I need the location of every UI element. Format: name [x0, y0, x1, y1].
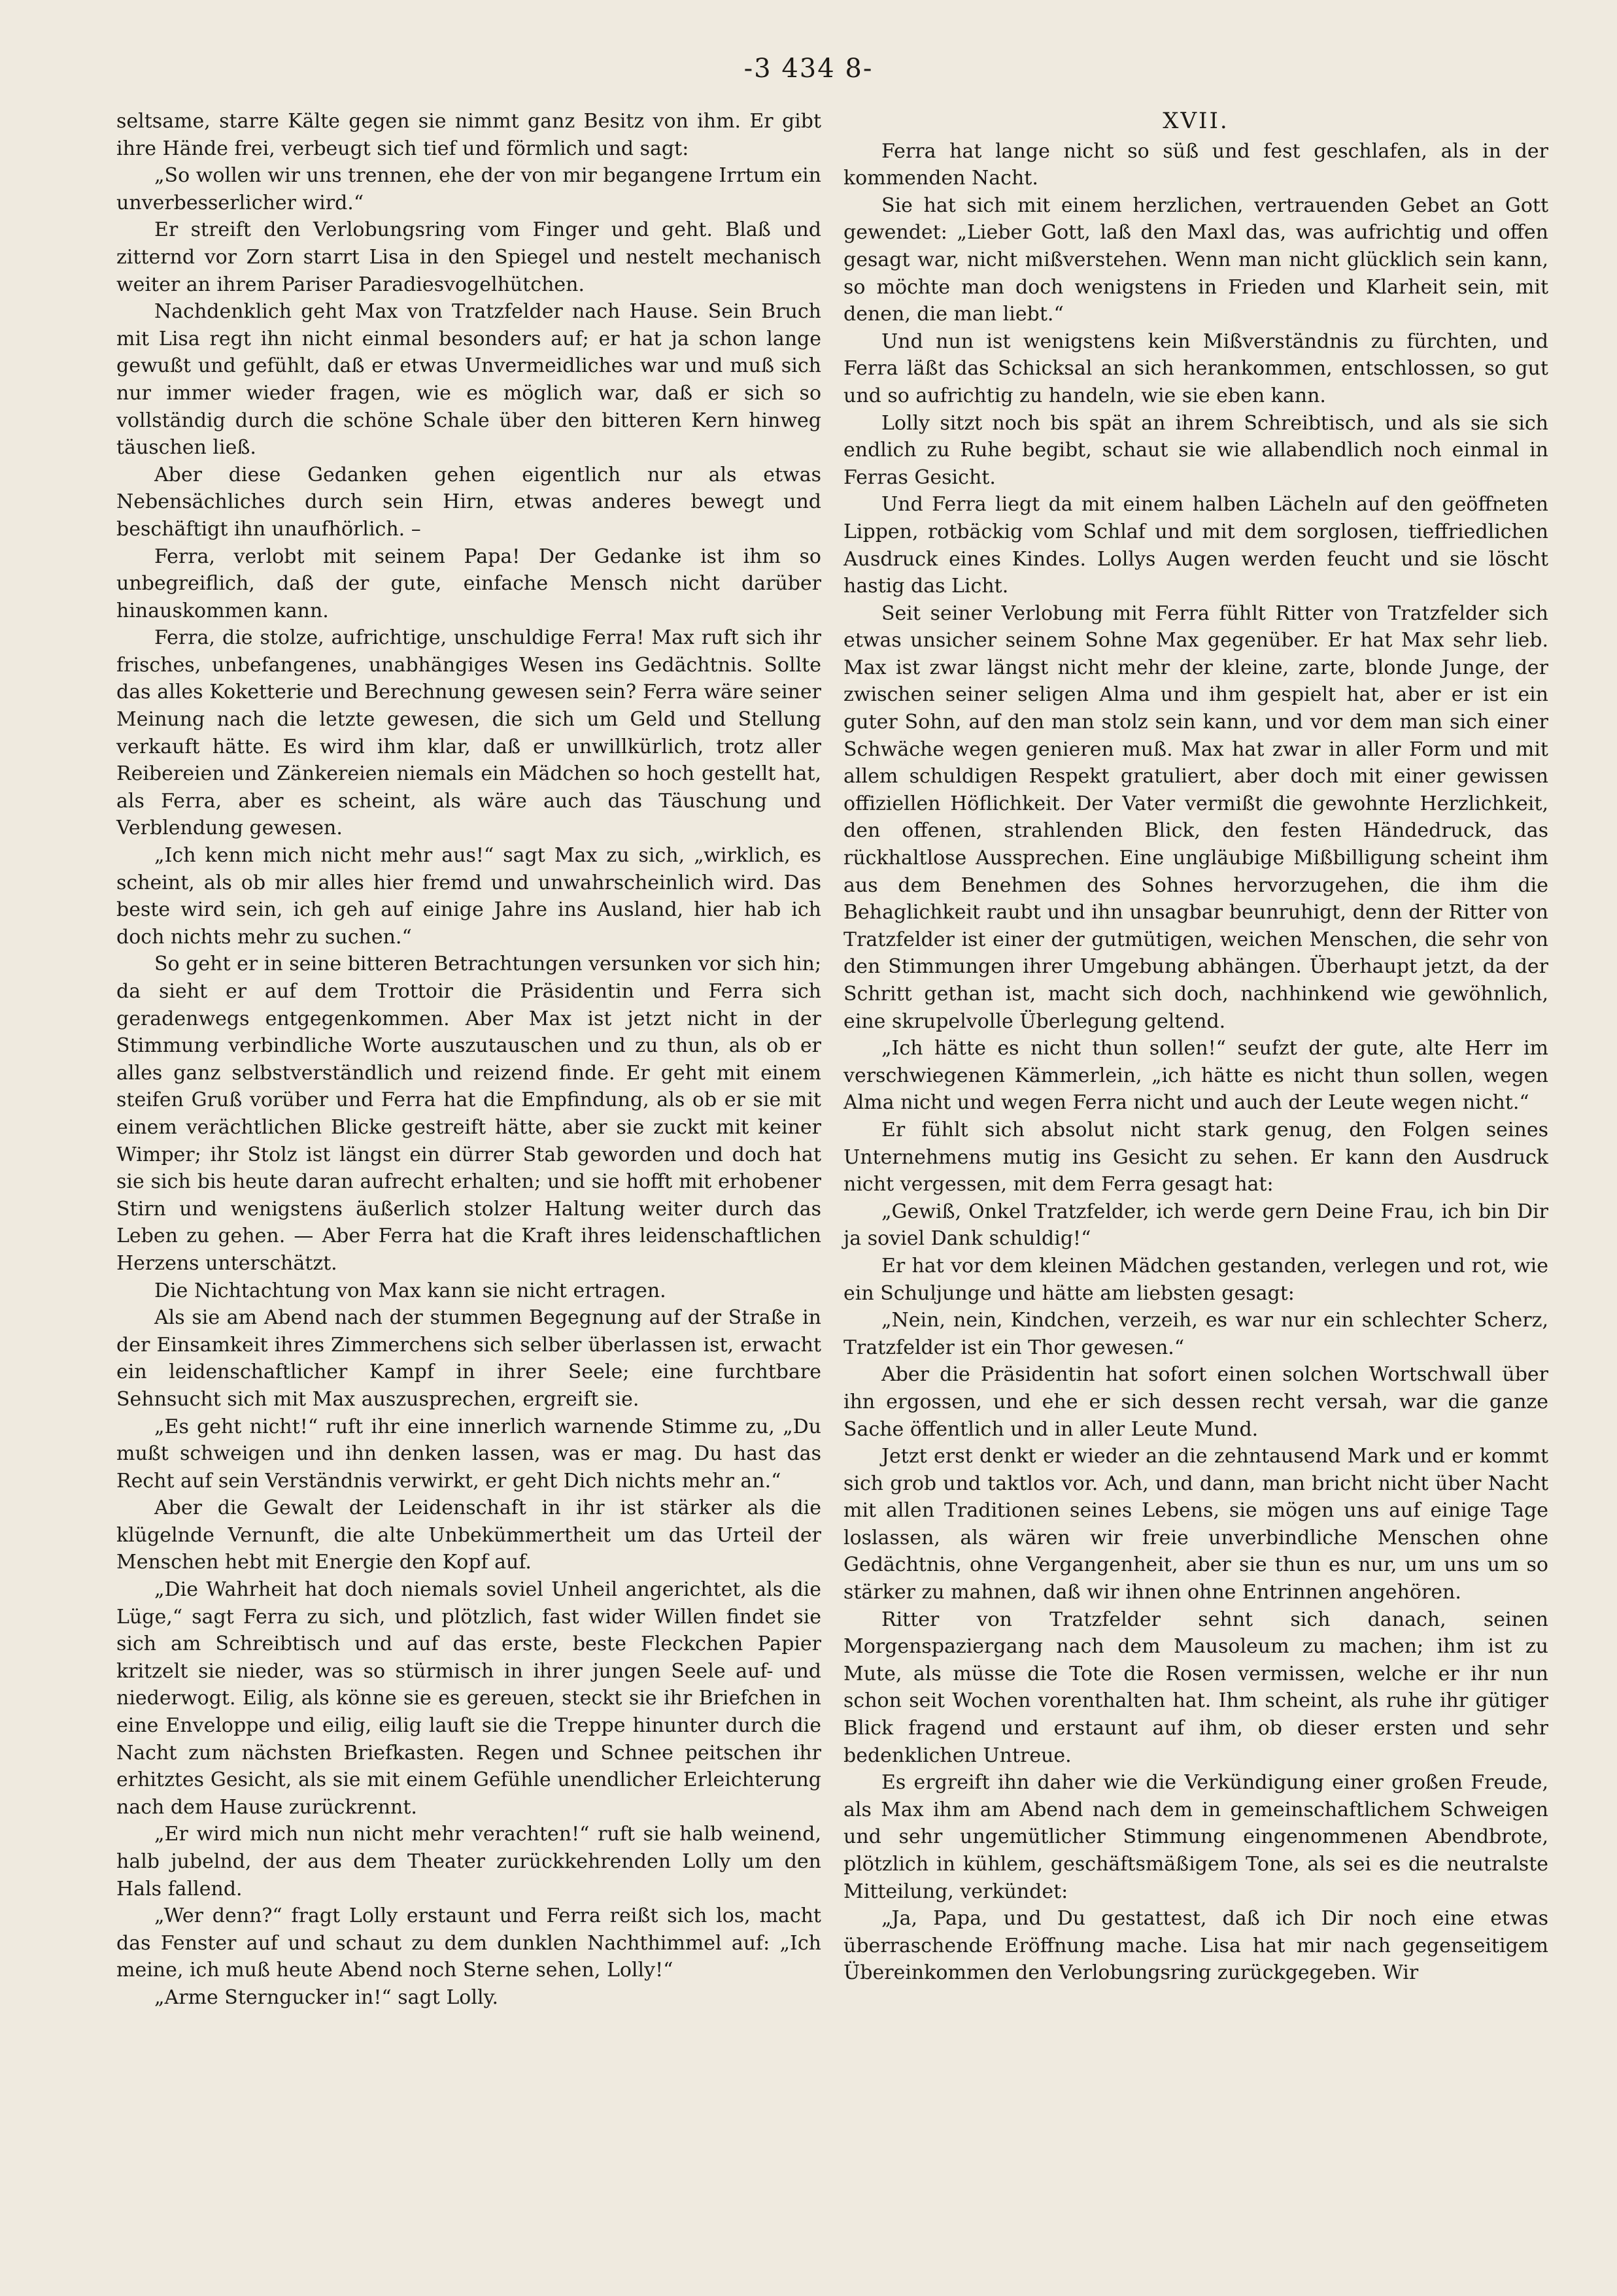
paragraph: „Ich kenn mich nicht mehr aus!“ sagt Max zu sich, „wirklich, es scheint, als ob mir alles hier fremd und unwahrscheinlich wird. Das beste wird sein, ich geh auf einige Jahre ins Ausland, hier hab ich doch nichts mehr zu suchen.“ — [116, 844, 821, 949]
right-column — [843, 108, 1548, 1987]
paragraph: Aber die Präsidentin hat sofort einen solchen Wortschwall über ihn ergossen, und ehe er sich dessen recht versah, war die ganze Sache öffentlich und in aller Leute Mund. — [843, 1363, 1548, 1441]
paragraph: Ferra, verlobt mit seinem Papa! Der Gedanke ist ihm so unbegreiflich, daß der gute, einfache Mensch nicht darüber hinauskommen kann. — [116, 545, 821, 622]
paragraph: „Gewiß, Onkel Tratzfelder, ich werde gern Deine Frau, ich bin Dir ja soviel Dank schuldig!“ — [843, 1200, 1548, 1251]
paragraph: seltsame, starre Kälte gegen sie nimmt ganz Besitz von ihm. Er gibt ihre Hände frei, verbeugt sich tief und förmlich und sagt: — [116, 110, 821, 160]
paragraph: So geht er in seine bitteren Betrachtungen versunken vor sich hin; da sieht er auf dem Trottoir die Präsidentin und Ferra sich geradenwegs entgegenkommen. Aber Max ist jetzt nicht in der Stimmung verbindliche Worte auszutauschen und zu thun, als ob er alles ganz selbstverständlich und reizend finde. Er geht mit einem steifen Gruß vorüber und Ferra hat die Empfindung, als ob er sie mit einem verächtlichen Blicke gestreift hätte, aber sie zuckt mit keiner Wimper; ihr Stolz ist längst ein dürrer Stab geworden und doch hat sie sich bis heute daran aufrecht erhalten; und sie hofft mit erhobener Stirn und wenigstens äußerlich stolzer Haltung weiter durch das Leben zu gehen. — Aber Ferra hat die Kraft ihres leidenschaftlichen Herzens unterschätzt. — [116, 953, 821, 1275]
paragraph: Sie hat sich mit einem herzlichen, vertrauenden Gebet an Gott gewendet: „Lieber Gott, laß den Maxl das, was aufrichtig und offen gesagt war, nicht mißverstehen. Wenn man nicht glücklich sein kann, so möchte man doch wenigstens in Frieden und Klarheit sein, mit denen, die man liebt.“ — [843, 194, 1548, 326]
paragraph: „Ja, Papa, und Du gestattest, daß ich Dir noch eine etwas überraschende Eröffnung mache. Lisa hat mir nach gegenseitigem Übereinkommen den Verlobungsring zurückgegeben. Wir — [843, 1907, 1548, 1985]
paragraph: „Er wird mich nun nicht mehr verachten!“ ruft sie halb weinend, halb jubelnd, der aus dem Theater zurückkehrenden Lolly um den Hals fallend. — [116, 1823, 821, 1900]
paragraph: „Nein, nein, Kindchen, verzeih, es war nur ein schlechter Scherz, Tratzfelder ist ein Thor gewesen.“ — [843, 1309, 1548, 1359]
paragraph: Aber diese Gedanken gehen eigentlich nur als etwas Nebensächliches durch sein Hirn, etwas anderes bewegt und beschäftigt ihn unaufhörlich. – — [116, 463, 821, 541]
chapter-heading: XVII. — [1163, 108, 1229, 134]
paragraph: „Ich hätte es nicht thun sollen!“ seufzt der gute, alte Herr im verschwiegenen Kämmerlein, „ich hätte es nicht thun sollen, wegen Alma nicht und wegen Ferra nicht und auch der Leute wegen nicht.“ — [843, 1037, 1548, 1115]
page-number: -3 434 8- — [743, 54, 874, 84]
paragraph: Ferra, die stolze, aufrichtige, unschuldige Ferra! Max ruft sich ihr frisches, unbefangenes, unabhängiges Wesen ins Gedächtnis. Sollte das alles Koketterie und Berechnung gewesen sein? Ferra wäre seiner Meinung nach die letzte gewesen, die sich um Geld und Stellung verkauft hätte. Es wird ihm klar, daß er unwillkürlich, trotz aller Reibereien und Zänkereien niemals ein Mädchen so hoch gestellt hat, als Ferra, aber es scheint, als wäre auch das Täuschung und Verblendung gewesen. — [116, 626, 821, 840]
left-column — [116, 108, 821, 2012]
paragraph: Und nun ist wenigstens kein Mißverständnis zu fürchten, und Ferra läßt das Schicksal an sich herankommen, entschlossen, so gut und so aufrichtig zu handeln, wie sie eben kann. — [843, 329, 1548, 407]
paragraph: Er streift den Verlobungsring vom Finger und geht. Blaß und zitternd vor Zorn starrt Lisa in den Spiegel und nestelt mechanisch weiter an ihrem Pariser Paradiesvogelhütchen. — [116, 218, 821, 296]
paragraph: Jetzt erst denkt er wieder an die zehntausend Mark und er kommt sich grob und taktlos vor. Ach, und dann, man bricht nicht über Nacht mit allen Traditionen seines Lebens, sie mögen uns auf einige Tage loslassen, als wären wir freie unverbindliche Menschen ohne Gedächtnis, ohne Vergangenheit, aber sie thun es nur, um uns um so stärker zu mahnen, daß wir ihnen ohne Entrinnen angehören. — [843, 1445, 1548, 1604]
paragraph: Seit seiner Verlobung mit Ferra fühlt Ritter von Tratzfelder sich etwas unsicher seinem Sohne Max gegenüber. Er hat Max sehr lieb. Max ist zwar längst nicht mehr der kleine, zarte, blonde Junge, der zwischen seiner seligen Alma und ihm gespielt hat, aber er ist ein guter Sohn, auf den man stolz sein kann, und vor dem man sich einer Schwäche wegen genieren muß. Max hat zwar in aller Form und mit allem schuldigen Respekt gratuliert, aber doch mit einer gewissen offiziellen Höflichkeit. Der Vater vermißt die gewohnte Herzlichkeit, den offenen, strahlenden Blick, den festen Händedruck, das rückhaltlose Aussprechen. Eine ungläubige Mißbilligung scheint ihm aus dem Benehmen des Sohnes hervorzugehen, die ihm die Behaglichkeit raubt und ihn unsagbar beunruhigt, denn der Ritter von Tratzfelder ist einer der gutmütigen, weichen Menschen, die sehr von den Stimmungen ihrer Umgebung abhängen. Überhaupt jetzt, da der Schritt gethan ist, macht sich doch, nachhinkend wie gewöhnlich, eine skrupelvolle Überlegung geltend. — [843, 601, 1548, 1033]
paragraph: „Die Wahrheit hat doch niemals soviel Unheil angerichtet, als die Lüge,“ sagt Ferra zu sich, und plötzlich, fast wider Willen findet sie sich am Schreibtisch und auf das erste, beste Fleckchen Papier kritzelt sie nieder, was so stürmisch in ihrer jungen Seele auf- und niederwogt. Eilig, als könne sie es gereuen, steckt sie ihr Briefchen in eine Enveloppe und eilig, eilig lauft sie die Treppe hinunter durch die Nacht zum nächsten Briefkasten. Regen und Schnee peitschen ihr erhitztes Gesicht, als sie mit einem Gefühle unendlicher Erleichterung nach dem Hause zurückrennt. — [116, 1578, 821, 1819]
paragraph: „Arme Sterngucker in!“ sagt Lolly. — [154, 1985, 499, 2009]
paragraph: Er fühlt sich absolut nicht stark genug, den Folgen seines Unternehmens mutig ins Gesicht zu sehen. Er kann den Ausdruck nicht vergessen, mit dem Ferra gesagt hat: — [843, 1118, 1548, 1196]
paragraph: „Es geht nicht!“ ruft ihr eine innerlich warnende Stimme zu, „Du mußt schweigen und ihn denken lassen, was er mag. Du hast das Recht auf sein Verständnis verwirkt, er geht Dich nichts mehr an.“ — [116, 1415, 821, 1493]
paragraph: Ferra hat lange nicht so süß und fest geschlafen, als in der kommenden Nacht. — [843, 139, 1548, 190]
paragraph: Lolly sitzt noch bis spät an ihrem Schreibtisch, und als sie sich endlich zu Ruhe begibt, schaut sie wie allabendlich noch einmal in Ferras Gesicht. — [843, 411, 1548, 489]
paragraph: Ritter von Tratzfelder sehnt sich danach, seinen Morgenspaziergang nach dem Mausoleum zu machen; ihm ist zu Mute, als müsse die Tote die Rosen vermissen, welche er ihr nun schon seit Wochen vorenthalten hat. Ihm scheint, als ruhe ihr gütiger Blick fragend und erstaunt auf ihm, ob dieser ersten und sehr bedenklichen Untreue. — [843, 1608, 1548, 1767]
paragraph: Die Nichtachtung von Max kann sie nicht ertragen. — [154, 1279, 666, 1302]
paragraph: Nachdenklich geht Max von Tratzfelder nach Hause. Sein Bruch mit Lisa regt ihn nicht einmal besonders auf; er hat ja schon lange gewußt und gefühlt, daß er etwas Unvermeidliches war und muß sich nur immer wieder fragen, wie es möglich war, daß er sich so vollständig durch die schöne Schale über den bitteren Kern hinweg täuschen ließ. — [116, 300, 821, 460]
paragraph: Als sie am Abend nach der stummen Begegnung auf der Straße in der Einsamkeit ihres Zimmerchens sich selber überlassen ist, erwacht ein leidenschaftlicher Kampf in ihrer Seele; eine furchtbare Sehnsucht sich mit Max auszusprechen, ergreift sie. — [116, 1306, 821, 1411]
paragraph: Es ergreift ihn daher wie die Verkündigung einer großen Freude, als Max ihm am Abend nach dem in gemeinschaftlichem Schweigen und sehr ungemütlicher Stimmung eingenommenen Abendbrote, plötzlich in kühlem, geschäftsmäßigem Tone, als sei es die neutralste Mitteilung, verkündet: — [843, 1771, 1548, 1903]
paragraph: Er hat vor dem kleinen Mädchen gestanden, verlegen und rot, wie ein Schuljunge und hätte am liebsten gesagt: — [843, 1254, 1548, 1305]
paragraph: Und Ferra liegt da mit einem halben Lächeln auf den geöffneten Lippen, rotbäckig vom Schlaf und mit dem sorglosen, tieffriedlichen Ausdruck eines Kindes. Lollys Augen werden feucht und sie löscht hastig das Licht. — [843, 493, 1548, 598]
paragraph: „Wer denn?“ fragt Lolly erstaunt und Ferra reißt sich los, macht das Fenster auf und schaut zu dem dunklen Nachthimmel auf: „Ich meine, ich muß heute Abend noch Sterne sehen, Lolly!“ — [116, 1904, 821, 1982]
paragraph: „So wollen wir uns trennen, ehe der von mir begangene Irrtum ein unverbesserlicher wird.“ — [116, 164, 821, 214]
paragraph: Aber die Gewalt der Leidenschaft in ihr ist stärker als die klügelnde Vernunft, die alte Unbekümmertheit um das Urteil der Menschen hebt mit Energie den Kopf auf. — [116, 1496, 821, 1574]
